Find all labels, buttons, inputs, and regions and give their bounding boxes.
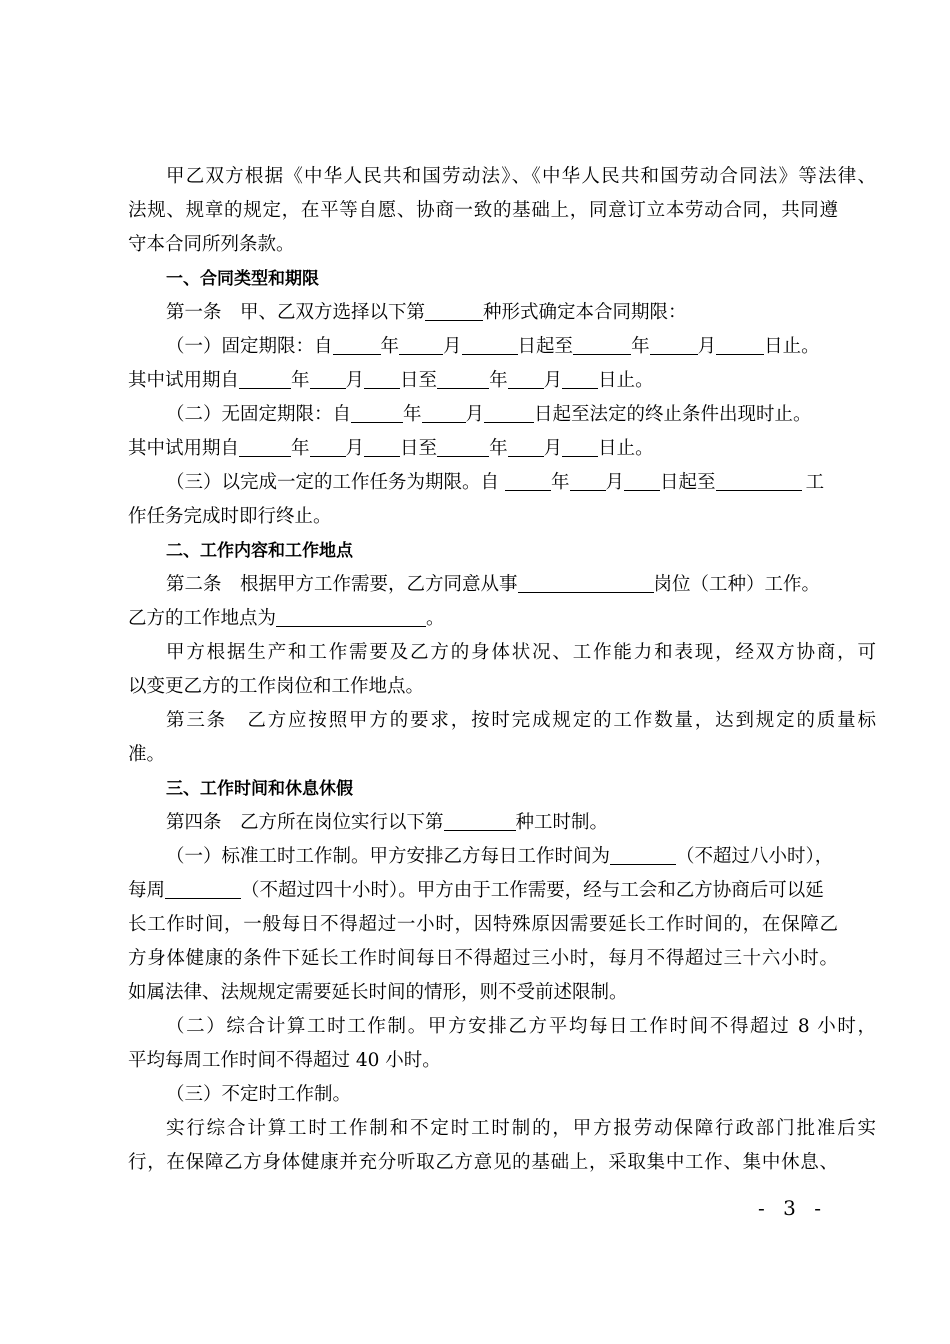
blank-field[interactable] bbox=[562, 370, 598, 389]
article-4: 第四条 乙方所在岗位实行以下第 种工时制。 bbox=[166, 812, 609, 833]
section-1-heading: 一、合同类型和期限 bbox=[166, 269, 319, 289]
blank-field[interactable] bbox=[484, 404, 534, 423]
blank-field[interactable] bbox=[508, 438, 544, 457]
article-1: 第一条 甲、乙双方选择以下第 种形式确定本合同期限： bbox=[166, 302, 687, 323]
blank-field[interactable] bbox=[437, 370, 489, 389]
comprehensive-hours-line-2: 平均每周工作时间不得超过 40 小时。 bbox=[128, 1050, 441, 1071]
blank-field[interactable] bbox=[610, 846, 676, 865]
change-line-2: 以变更乙方的工作岗位和工作地点。 bbox=[128, 676, 425, 697]
blank-field[interactable] bbox=[310, 438, 346, 457]
page-number: - 3 - bbox=[758, 1196, 827, 1220]
blank-field[interactable] bbox=[650, 336, 698, 355]
blank-field[interactable] bbox=[165, 880, 241, 899]
comprehensive-hours-line-1: （二）综合计算工时工作制。甲方安排乙方平均每日工作时间不得超过 8 小时， bbox=[166, 1016, 876, 1037]
article-3-line-1: 第三条 乙方应按照甲方的要求，按时完成规定的工作数量，达到规定的质量标 bbox=[166, 710, 876, 731]
blank-field[interactable] bbox=[462, 336, 518, 355]
article-2: 第二条 根据甲方工作需要，乙方同意从事 岗位（工种）工作。 bbox=[166, 574, 821, 595]
blank-field[interactable] bbox=[444, 812, 516, 831]
blank-field[interactable] bbox=[716, 336, 764, 355]
open-term-line: （二）无固定期限：自 年 月 日起至法定的终止条件出现时止。 bbox=[166, 404, 812, 425]
blank-field[interactable] bbox=[570, 472, 606, 491]
blank-field[interactable] bbox=[508, 370, 544, 389]
blank-field[interactable] bbox=[437, 438, 489, 457]
blank-field[interactable] bbox=[505, 472, 551, 491]
blank-field[interactable] bbox=[239, 370, 291, 389]
standard-hours-line-1: （一）标准工时工作制。甲方安排乙方每日工作时间为 （不超过八小时）， bbox=[166, 846, 834, 867]
standard-hours-line-2: 每周 （不超过四十小时）。甲方由于工作需要，经与工会和乙方协商后可以延 bbox=[128, 880, 824, 901]
blank-field[interactable] bbox=[364, 438, 400, 457]
task-term-line: （三）以完成一定的工作任务为期限。自 年 月 日起至 工 bbox=[166, 472, 825, 493]
blank-field[interactable] bbox=[573, 336, 631, 355]
blank-field[interactable] bbox=[276, 608, 426, 627]
article-3-line-2: 准。 bbox=[128, 744, 166, 765]
change-line-1: 甲方根据生产和工作需要及乙方的身体状况、工作能力和表现，经双方协商，可 bbox=[166, 642, 876, 663]
intro-line-1: 甲乙双方根据《中华人民共和国劳动法》、《中华人民共和国劳动合同法》等法律、 bbox=[166, 166, 876, 187]
section-3-heading: 三、工作时间和休息休假 bbox=[166, 779, 353, 799]
trial-period-line-2: 其中试用期自 年 月 日至 年 月 日止。 bbox=[128, 438, 654, 459]
blank-field[interactable] bbox=[562, 438, 598, 457]
approval-note-line-1: 实行综合计算工时工作制和不定时工时制的，甲方报劳动保障行政部门批准后实 bbox=[166, 1118, 876, 1139]
work-place-line: 乙方的工作地点为 。 bbox=[128, 608, 445, 629]
blank-field[interactable] bbox=[351, 404, 403, 423]
blank-field[interactable] bbox=[624, 472, 660, 491]
standard-hours-line-4: 方身体健康的条件下延长工作时间每日不得超过三小时，每月不得超过三十六小时。 bbox=[128, 948, 838, 969]
fixed-term-line: （一）固定期限：自 年 月 日起至 年 月 日止。 bbox=[166, 336, 820, 357]
blank-field[interactable] bbox=[239, 438, 291, 457]
blank-field[interactable] bbox=[399, 336, 443, 355]
intro-line-2: 法规、规章的规定，在平等自愿、协商一致的基础上，同意订立本劳动合同，共同遵 bbox=[128, 200, 838, 221]
blank-field[interactable] bbox=[333, 336, 381, 355]
blank-field[interactable] bbox=[310, 370, 346, 389]
blank-field[interactable] bbox=[422, 404, 466, 423]
standard-hours-line-3: 长工作时间，一般每日不得超过一小时，因特殊原因需要延长工作时间的，在保障乙 bbox=[128, 914, 838, 935]
blank-field[interactable] bbox=[425, 302, 483, 321]
blank-field[interactable] bbox=[518, 574, 654, 593]
standard-hours-line-5: 如属法律、法规规定需要延长时间的情形，则不受前述限制。 bbox=[128, 982, 628, 1003]
trial-period-line-1: 其中试用期自 年 月 日至 年 月 日止。 bbox=[128, 370, 654, 391]
blank-field[interactable] bbox=[716, 472, 802, 491]
blank-field[interactable] bbox=[364, 370, 400, 389]
task-term-line-2: 作任务完成时即行终止。 bbox=[128, 506, 332, 527]
irregular-hours-line: （三）不定时工作制。 bbox=[166, 1084, 352, 1105]
section-2-heading: 二、工作内容和工作地点 bbox=[166, 541, 353, 561]
intro-line-3: 守本合同所列条款。 bbox=[128, 234, 295, 255]
approval-note-line-2: 行，在保障乙方身体健康并充分听取乙方意见的基础上，采取集中工作、集中休息、 bbox=[128, 1152, 838, 1173]
